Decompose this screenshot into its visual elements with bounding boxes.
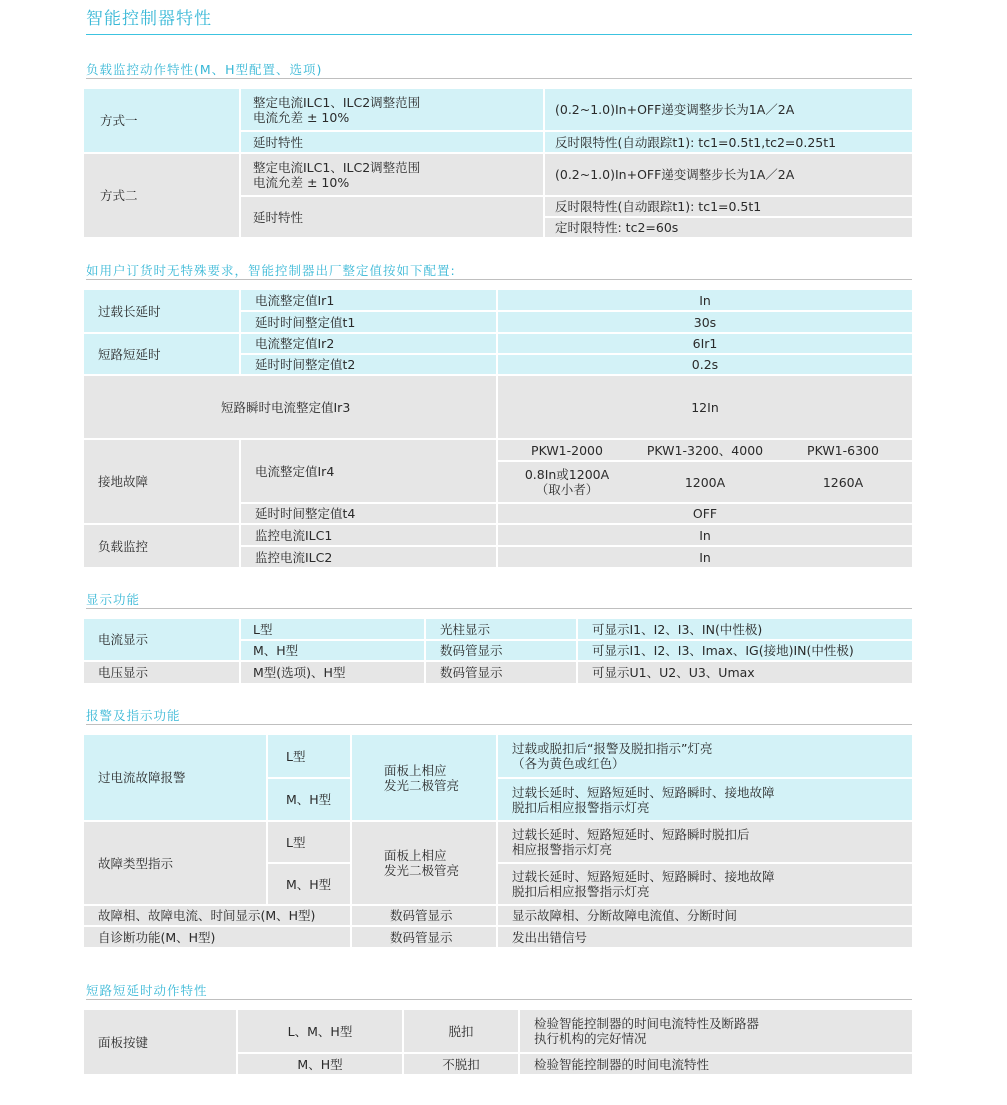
trip-line2: 执行机构的完好情况 xyxy=(534,1031,647,1046)
mode1-adjust-value: (0.2~1.0)In+OFF递变调整步长为1A／2A xyxy=(545,89,912,130)
digit-display-label: 数码管显示 xyxy=(426,641,576,660)
factory-settings-table xyxy=(84,290,912,567)
section-divider xyxy=(86,279,912,280)
ft-l-description xyxy=(498,822,912,862)
self-diagnosis-mode: 数码管显示 xyxy=(352,927,496,947)
mode2-adjust-range xyxy=(241,154,543,195)
ir4-value-line1: 0.8In或1200A xyxy=(524,467,610,482)
ft-l-type: L型 xyxy=(268,822,350,862)
trip-line1: 检验智能控制器的时间电流特性及断路器 xyxy=(534,1016,760,1031)
ir3-label: 短路瞬时电流整定值Ir3 xyxy=(84,376,496,438)
fault-phase-description: 显示故障相、分断故障电流值、分断时间 xyxy=(498,906,912,925)
adjust-range-line1: 整定电流ILC1、ILC2调整范围 xyxy=(253,94,421,110)
fault-phase-label: 故障相、故障电流、时间显示(M、H型) xyxy=(84,906,350,925)
ilc2-label: 监控电流ILC2 xyxy=(241,547,496,567)
bar-display-label: 光柱显示 xyxy=(426,619,576,639)
oc-mh-line2: 脱扣后相应报警指示灯亮 xyxy=(512,799,650,815)
oc-l-type: L型 xyxy=(268,735,350,777)
ft-mh-type: M、H型 xyxy=(268,864,350,904)
oc-l-line2: （各为黄色或红色） xyxy=(512,756,625,771)
model-pkw1-6300: PKW1-6300 xyxy=(774,440,912,460)
ir1-label: 电流整定值Ir1 xyxy=(241,290,496,310)
oc-mh-description xyxy=(498,779,912,820)
adjust-range-line1: 整定电流ILC1、ILC2调整范围 xyxy=(253,159,421,175)
mh-option-label: M型(选项)、H型 xyxy=(241,662,424,683)
load-monitor-table xyxy=(84,89,912,237)
short-delay-label: 短路短延时 xyxy=(84,334,239,374)
no-trip-label: 不脱扣 xyxy=(404,1054,518,1074)
ir4-label: 电流整定值Ir4 xyxy=(241,440,496,502)
no-trip-description: 检验智能控制器的时间电流特性 xyxy=(520,1054,912,1074)
oc-mh-line1: 过载长延时、短路短延时、短路瞬时、接地故障 xyxy=(512,784,775,800)
ir1-value: In xyxy=(498,290,912,310)
ft-panel-led xyxy=(352,822,496,904)
voltage-description: 可显示U1、U2、U3、Umax xyxy=(578,662,912,683)
oc-mh-type: M、H型 xyxy=(268,779,350,820)
ft-mh-description xyxy=(498,864,912,904)
t2-label: 延时时间整定值t2 xyxy=(241,355,496,374)
panel-key-table xyxy=(84,1010,912,1074)
oc-l-description xyxy=(498,735,912,777)
ilc2-value: In xyxy=(498,547,912,567)
panel-led-line1: 面板上相应 xyxy=(384,848,447,863)
adjust-range-line2: 电流允差 ± 10% xyxy=(253,109,350,125)
ft-mh-line2: 脱扣后相应报警指示灯亮 xyxy=(512,884,650,899)
trip-description xyxy=(520,1010,912,1052)
fault-phase-mode: 数码管显示 xyxy=(352,906,496,925)
alarm-table xyxy=(84,735,912,947)
panel-led-line2: 发光二极管亮 xyxy=(384,863,460,878)
mh-type-label: M、H型 xyxy=(241,641,424,660)
fault-type-label: 故障类型指示 xyxy=(84,822,266,904)
mode1-adjust-range xyxy=(241,89,543,130)
ground-fault-label: 接地故障 xyxy=(84,440,239,523)
mh-type: M、H型 xyxy=(238,1054,402,1074)
ir4-value-pkw1-3200-4000: 1200A xyxy=(636,462,774,502)
panel-led-line1: 面板上相应 xyxy=(384,762,447,778)
section-title-load-monitor: 负载监控动作特性(M、H型配置、选项) xyxy=(86,62,323,77)
voltage-digit-label: 数码管显示 xyxy=(426,662,576,683)
overload-label: 过载长延时 xyxy=(84,290,239,332)
model-pkw1-2000: PKW1-2000 xyxy=(498,440,636,460)
ft-l-line1: 过载长延时、短路短延时、短路瞬时脱扣后 xyxy=(512,827,750,842)
section-title-factory: 如用户订货时无特殊要求，智能控制器出厂整定值按如下配置: xyxy=(86,263,456,278)
panel-key-label: 面板按键 xyxy=(84,1010,236,1074)
ir4-value-pkw1-6300: 1260A xyxy=(774,462,912,502)
title-divider xyxy=(86,34,912,35)
section-title-alarm: 报警及指示功能 xyxy=(86,708,181,723)
mode2-adjust-value: (0.2~1.0)In+OFF递变调整步长为1A／2A xyxy=(545,154,912,195)
voltage-display-label: 电压显示 xyxy=(84,662,239,683)
panel-led-line2: 发光二极管亮 xyxy=(384,777,460,793)
t4-value: OFF xyxy=(498,504,912,523)
mode2-delay-label: 延时特性 xyxy=(241,197,543,237)
mode2-delay-value2: 定时限特性: tc2=60s xyxy=(545,218,912,237)
current-display-label: 电流显示 xyxy=(84,619,239,660)
ft-mh-line1: 过载长延时、短路短延时、短路瞬时、接地故障 xyxy=(512,869,775,884)
mode1-label: 方式一 xyxy=(84,89,239,152)
ir2-value: 6Ir1 xyxy=(498,334,912,353)
oc-panel-led xyxy=(352,735,496,820)
adjust-range-line2: 电流允差 ± 10% xyxy=(253,174,350,190)
ilc1-label: 监控电流ILC1 xyxy=(241,525,496,545)
t4-label: 延时时间整定值t4 xyxy=(241,504,496,523)
trip-label: 脱扣 xyxy=(404,1010,518,1052)
mode1-delay-label: 延时特性 xyxy=(241,132,543,152)
ft-l-line2: 相应报警指示灯亮 xyxy=(512,842,613,857)
ir4-value-line2: （取小者） xyxy=(535,482,599,497)
section-title-short-test: 短路短延时动作特性 xyxy=(86,983,208,998)
display-table xyxy=(84,619,912,683)
t2-value: 0.2s xyxy=(498,355,912,374)
self-diagnosis-description: 发出出错信号 xyxy=(498,927,912,947)
overcurrent-alarm-label: 过电流故障报警 xyxy=(84,735,266,820)
ir4-value-pkw1-2000 xyxy=(498,462,636,502)
ilc1-value: In xyxy=(498,525,912,545)
l-type-description: 可显示I1、I2、I3、IN(中性极) xyxy=(578,619,912,639)
mode1-delay-value: 反时限特性(自动跟踪t1): tc1=0.5t1,tc2=0.25t1 xyxy=(545,132,912,152)
mh-type-description: 可显示I1、I2、I3、Imax、IG(接地)IN(中性极) xyxy=(578,641,912,660)
t1-label: 延时时间整定值t1 xyxy=(241,312,496,332)
oc-l-line1: 过载或脱扣后“报警及脱扣指示”灯亮 xyxy=(512,741,713,756)
mode2-label: 方式二 xyxy=(84,154,239,237)
section-divider xyxy=(86,78,912,79)
mode2-delay-value1: 反时限特性(自动跟踪t1): tc1=0.5t1 xyxy=(545,197,912,216)
model-pkw1-3200-4000: PKW1-3200、4000 xyxy=(636,440,774,460)
self-diagnosis-label: 自诊断功能(M、H型) xyxy=(84,927,350,947)
section-divider xyxy=(86,999,912,1000)
l-type-label: L型 xyxy=(241,619,424,639)
section-title-display: 显示功能 xyxy=(86,592,141,607)
ir3-value: 12In xyxy=(498,376,912,438)
page-title: 智能控制器特性 xyxy=(86,9,212,29)
section-divider xyxy=(86,724,912,725)
ir2-label: 电流整定值Ir2 xyxy=(241,334,496,353)
t1-value: 30s xyxy=(498,312,912,332)
lmh-type: L、M、H型 xyxy=(238,1010,402,1052)
section-divider xyxy=(86,608,912,609)
load-monitor-label: 负载监控 xyxy=(84,525,239,567)
